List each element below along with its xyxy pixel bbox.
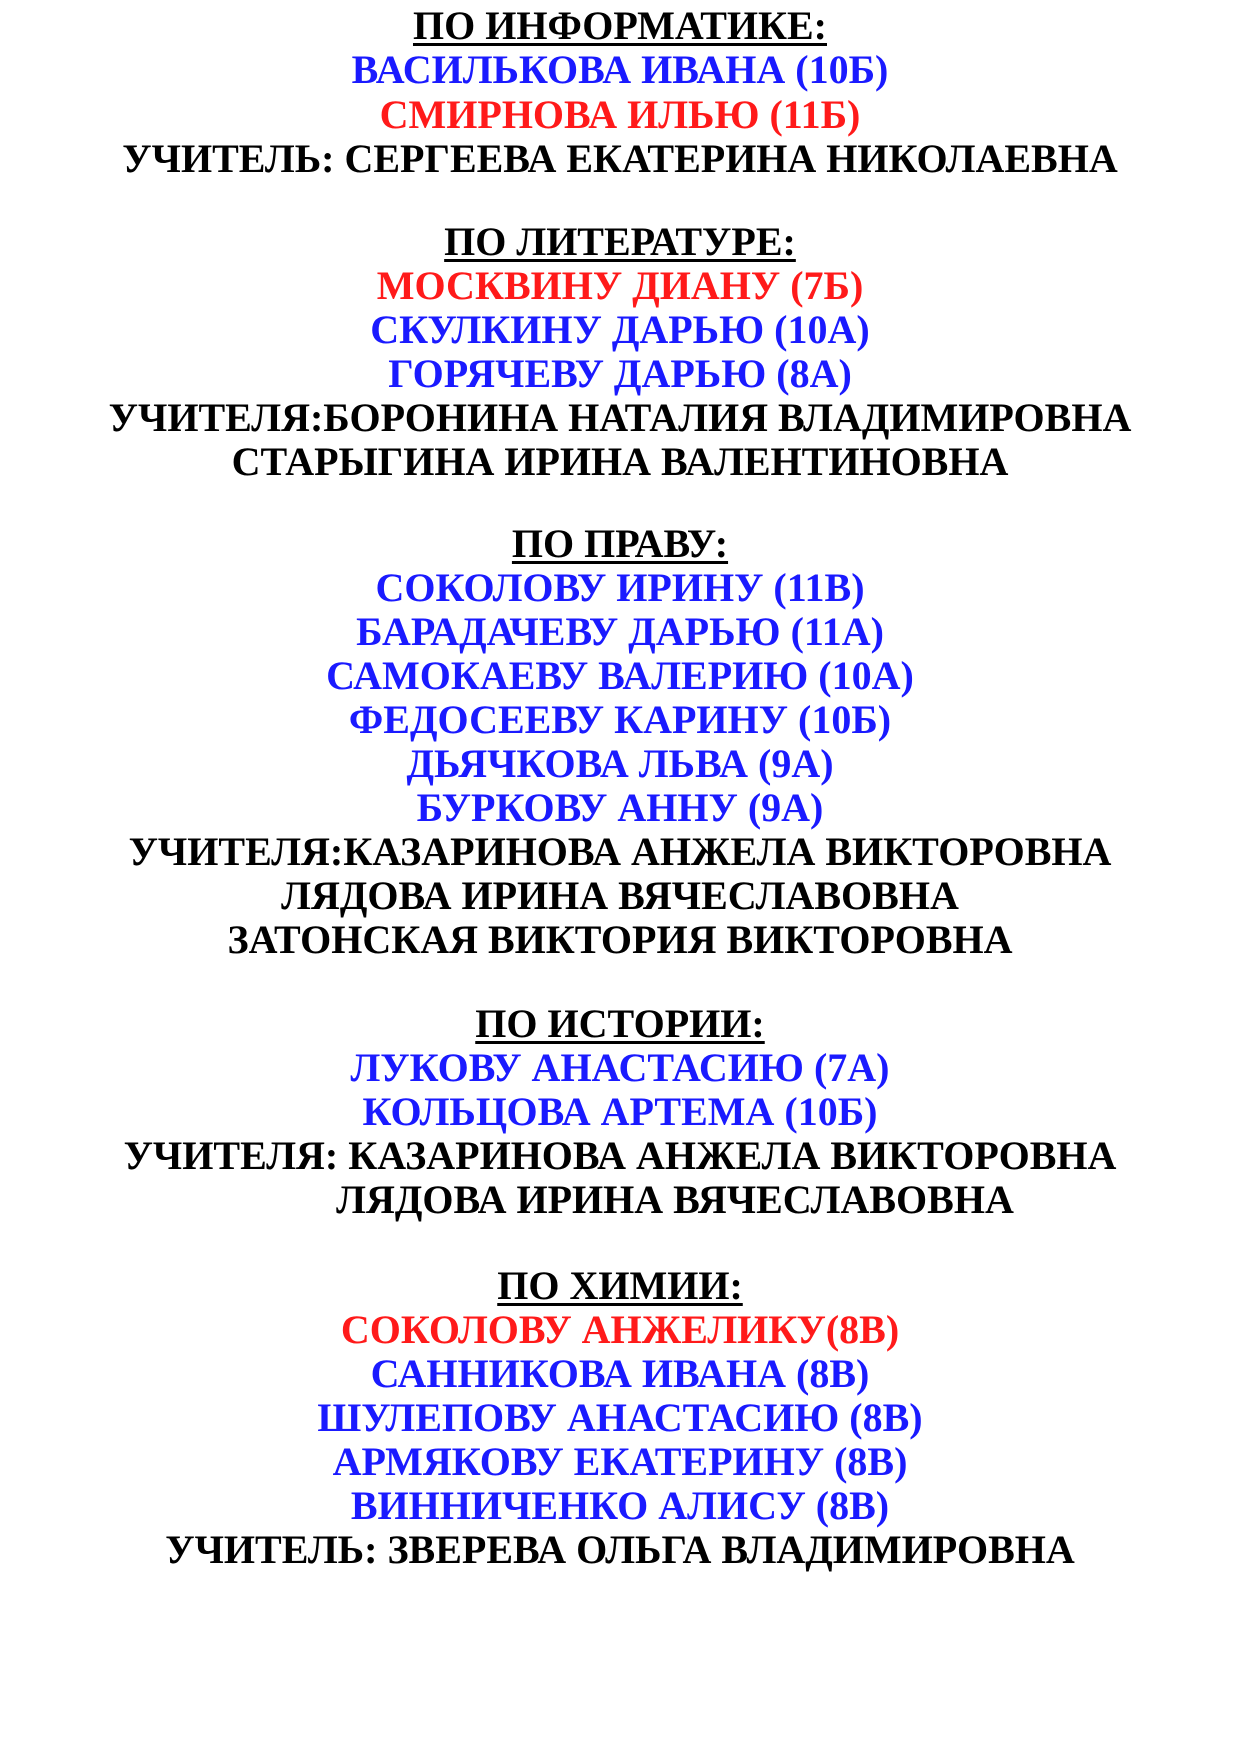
student-line: ДЬЯЧКОВА ЛЬВА (9А) — [406, 741, 834, 786]
student-line: ГОРЯЧЕВУ ДАРЬЮ (8А) — [388, 351, 852, 396]
section-heading-chemistry: ПО ХИМИИ: — [497, 1263, 743, 1308]
teacher-line: УЧИТЕЛЬ: ЗВЕРЕВА ОЛЬГА ВЛАДИМИРОВНА — [165, 1527, 1075, 1572]
section-heading-informatics: ПО ИНФОРМАТИКЕ: — [412, 3, 827, 48]
student-line: МОСКВИНУ ДИАНУ (7Б) — [376, 263, 864, 308]
student-line: ВИННИЧЕНКО АЛИСУ (8В) — [350, 1483, 890, 1528]
student-line: СКУЛКИНУ ДАРЬЮ (10А) — [370, 307, 870, 352]
teacher-line: ЛЯДОВА ИРИНА ВЯЧЕСЛАВОВНА — [281, 873, 959, 918]
student-line: ВАСИЛЬКОВА ИВАНА (10Б) — [351, 47, 889, 92]
student-line: САННИКОВА ИВАНА (8В) — [370, 1351, 870, 1396]
teacher-line: УЧИТЕЛЯ:БОРОНИНА НАТАЛИЯ ВЛАДИМИРОВНА — [108, 395, 1132, 440]
teacher-line: УЧИТЕЛЬ: СЕРГЕЕВА ЕКАТЕРИНА НИКОЛАЕВНА — [122, 136, 1118, 181]
section-heading-law: ПО ПРАВУ: — [511, 521, 729, 566]
student-line: АРМЯКОВУ ЕКАТЕРИНУ (8В) — [332, 1439, 908, 1484]
teacher-line: ЗАТОНСКАЯ ВИКТОРИЯ ВИКТОРОВНА — [227, 917, 1013, 962]
student-line: СОКОЛОВУ ИРИНУ (11В) — [375, 565, 865, 610]
section-heading-history: ПО ИСТОРИИ: — [475, 1001, 765, 1046]
student-line: ФЕДОСЕЕВУ КАРИНУ (10Б) — [348, 697, 892, 742]
teacher-line: УЧИТЕЛЯ:КАЗАРИНОВА АНЖЕЛА ВИКТОРОВНА — [128, 829, 1112, 874]
student-line: БУРКОВУ АННУ (9А) — [416, 785, 824, 830]
student-line: КОЛЬЦОВА АРТЕМА (10Б) — [362, 1089, 878, 1134]
teacher-line: ЛЯДОВА ИРИНА ВЯЧЕСЛАВОВНА — [336, 1177, 1014, 1222]
section-heading-literature: ПО ЛИТЕРАТУРЕ: — [444, 219, 796, 264]
student-line: ШУЛЕПОВУ АНАСТАСИЮ (8В) — [317, 1395, 923, 1440]
student-line: ЛУКОВУ АНАСТАСИЮ (7А) — [350, 1045, 890, 1090]
teacher-line: СТАРЫГИНА ИРИНА ВАЛЕНТИНОВНА — [231, 439, 1009, 484]
student-line: БАРАДАЧЕВУ ДАРЬЮ (11А) — [356, 609, 884, 654]
teacher-line: УЧИТЕЛЯ: КАЗАРИНОВА АНЖЕЛА ВИКТОРОВНА — [123, 1133, 1117, 1178]
student-line: САМОКАЕВУ ВАЛЕРИЮ (10А) — [326, 653, 914, 698]
student-line: СОКОЛОВУ АНЖЕЛИКУ(8В) — [340, 1307, 900, 1352]
student-line: СМИРНОВА ИЛЬЮ (11Б) — [379, 92, 861, 137]
